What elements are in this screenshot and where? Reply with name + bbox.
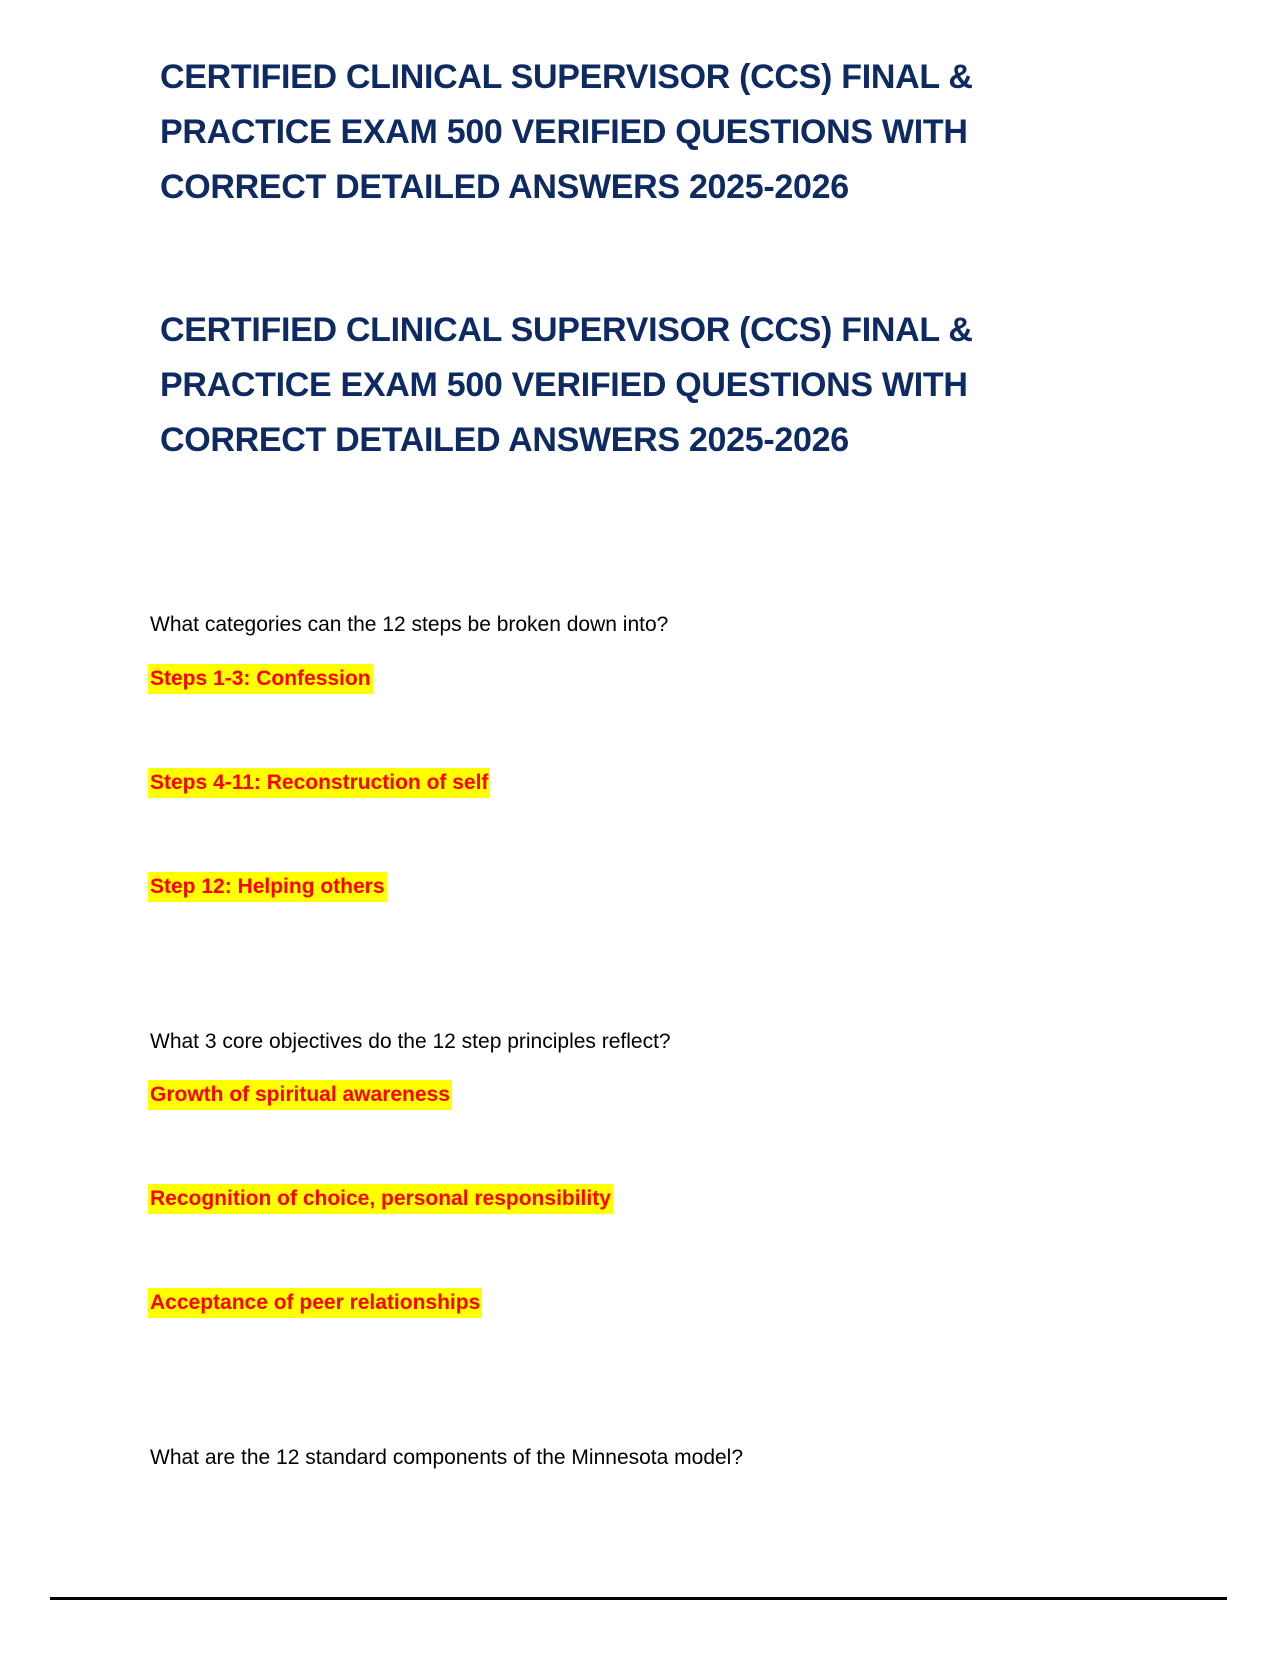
title-line: CORRECT DETAILED ANSWERS 2025-2026 (160, 168, 849, 206)
footer-rule (50, 1597, 1227, 1600)
answer-highlight: Recognition of choice, personal responsibility (148, 1184, 613, 1214)
document-title (160, 50, 1060, 215)
title-line: CORRECT DETAILED ANSWERS 2025-2026 (160, 421, 849, 459)
answer-highlight: Steps 1-3: Confession (148, 664, 373, 694)
answer-highlight: Growth of spiritual awareness (148, 1080, 452, 1110)
title-line: CERTIFIED CLINICAL SUPERVISOR (CCS) FINAL & (160, 311, 973, 349)
question-text: What 3 core objectives do the 12 step principles reflect? (150, 1030, 671, 1053)
question-text: What are the 12 standard components of the Minnesota model? (150, 1446, 744, 1469)
document-title-repeat (160, 303, 1060, 468)
question-text: What categories can the 12 steps be broken down into? (150, 613, 669, 636)
answer-highlight: Steps 4-11: Reconstruction of self (148, 768, 490, 798)
answer-highlight: Step 12: Helping others (148, 872, 387, 902)
title-line: PRACTICE EXAM 500 VERIFIED QUESTIONS WITH (160, 366, 968, 404)
title-line: PRACTICE EXAM 500 VERIFIED QUESTIONS WITH (160, 113, 968, 151)
title-line: CERTIFIED CLINICAL SUPERVISOR (CCS) FINAL & (160, 58, 973, 96)
answer-highlight: Acceptance of peer relationships (148, 1288, 482, 1318)
